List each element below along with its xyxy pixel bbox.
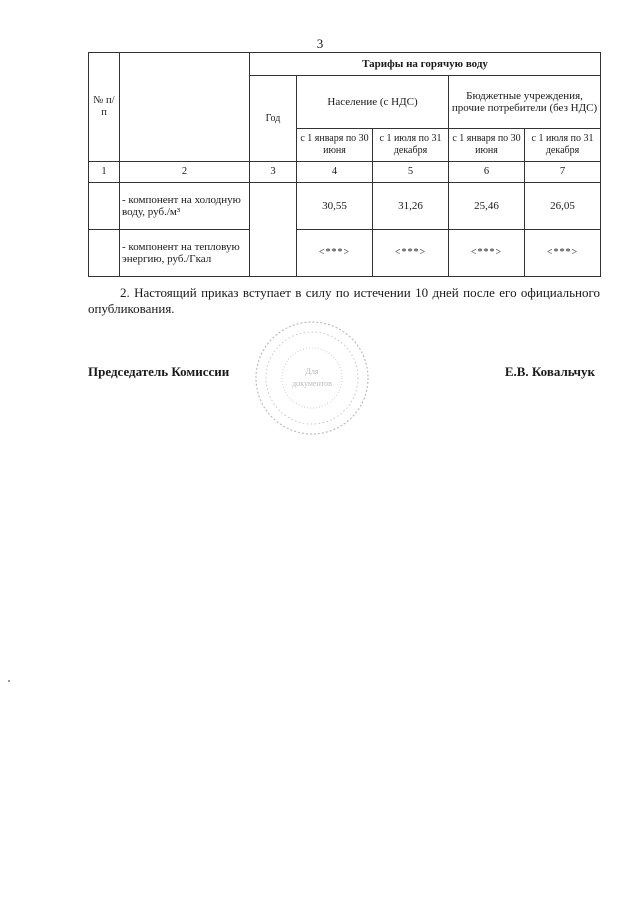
value-cell: <***> — [449, 230, 525, 277]
value-cell: 30,55 — [297, 183, 373, 230]
index-cell: 7 — [525, 162, 601, 183]
col-year-header: Год — [250, 76, 297, 162]
value-cell: <***> — [297, 230, 373, 277]
period-header-h2: с 1 июля по 31 декабря — [373, 129, 449, 162]
page-number: 3 — [316, 36, 324, 51]
value-cell: 26,05 — [525, 183, 601, 230]
index-cell: 3 — [250, 162, 297, 183]
value-cell: 25,46 — [449, 183, 525, 230]
index-cell: 6 — [449, 162, 525, 183]
year-cell — [250, 183, 297, 277]
index-cell: 5 — [373, 162, 449, 183]
value-cell: <***> — [373, 230, 449, 277]
tariff-table — [88, 52, 601, 277]
stamp-seal-icon — [252, 318, 372, 438]
row-label: - компонент на тепловую энергию, руб./Гкал — [120, 230, 250, 277]
table-title: Тарифы на горячую воду — [250, 53, 601, 76]
group-budget-header: Бюджетные учреждения, прочие потребители (без НДС) — [449, 76, 601, 129]
table-row — [89, 230, 601, 277]
effective-date-paragraph: 2. Настоящий приказ вступает в силу по истечении 10 дней после его официального опубликования. — [88, 285, 600, 316]
row-label: - компонент на холодную воду, руб./м³ — [120, 183, 250, 230]
scan-artifact — [8, 680, 10, 682]
col-name-header — [120, 53, 250, 162]
period-header-h1: с 1 января по 30 июня — [449, 129, 525, 162]
period-header-h2: с 1 июля по 31 декабря — [525, 129, 601, 162]
svg-text:документов: документов — [292, 379, 332, 388]
official-stamp — [252, 318, 372, 438]
period-header-h1: с 1 января по 30 июня — [297, 129, 373, 162]
index-cell: 1 — [89, 162, 120, 183]
index-row — [89, 162, 601, 183]
svg-text:Для: Для — [305, 367, 319, 376]
col-no-header: № п/п — [89, 53, 120, 162]
group-population-header: Население (с НДС) — [297, 76, 449, 129]
signer-name: Е.В. Ковальчук — [504, 364, 595, 379]
row-number-cell — [89, 183, 120, 230]
row-number-cell — [89, 230, 120, 277]
value-cell: <***> — [525, 230, 601, 277]
signer-title: Председатель Комиссии — [88, 364, 230, 379]
value-cell: 31,26 — [373, 183, 449, 230]
table-row — [89, 183, 601, 230]
index-cell: 4 — [297, 162, 373, 183]
index-cell: 2 — [120, 162, 250, 183]
